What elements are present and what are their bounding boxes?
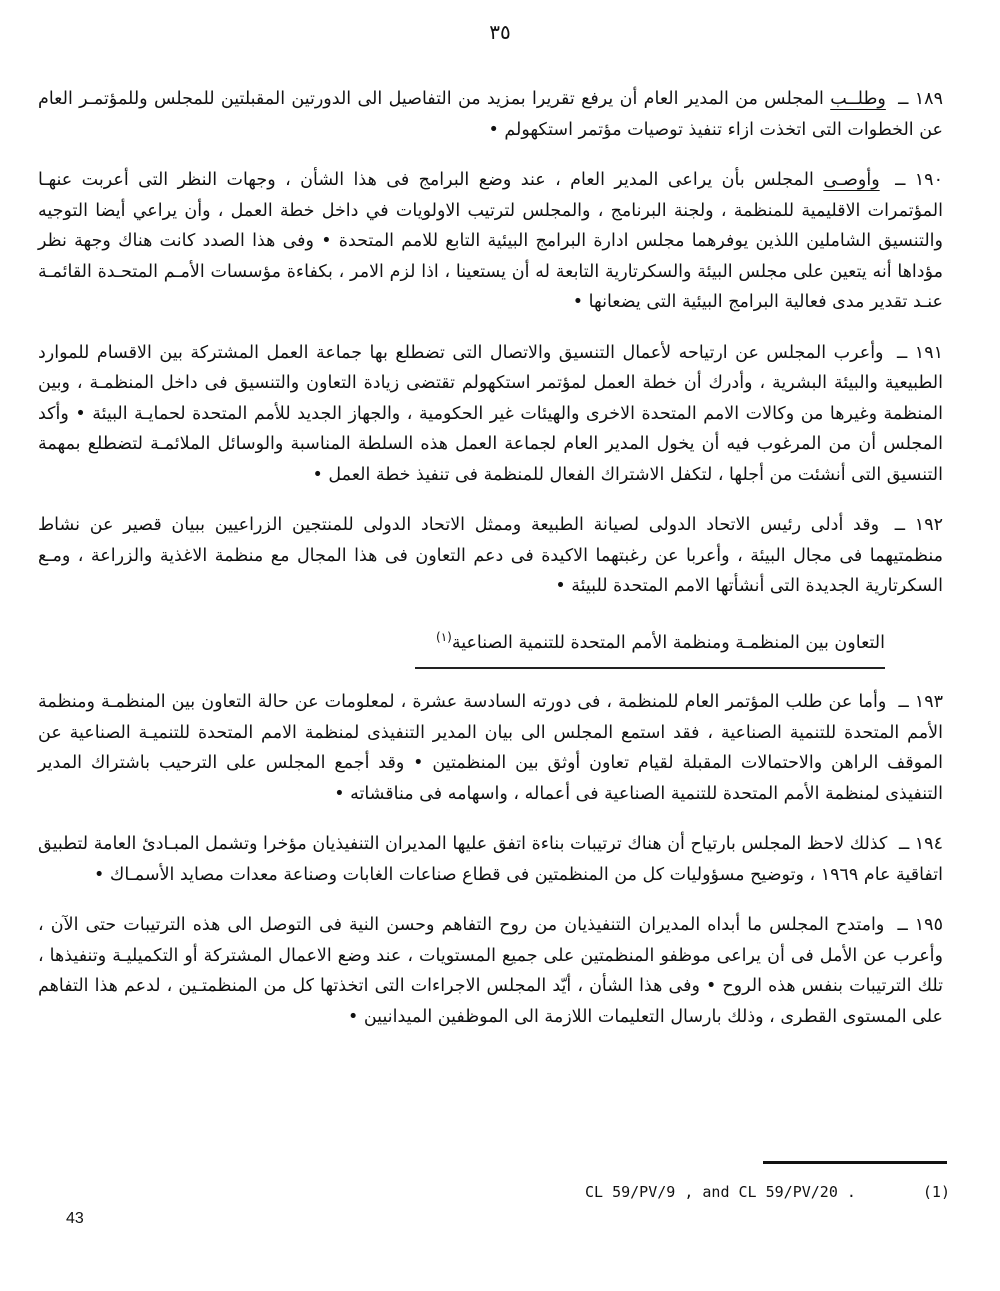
paragraph-text: وأما عن طلب المؤتمر العام للمنظمة ، فى دورته السادسة عشرة ، لمعلومات عن حالة التعاون بين المنظمـة ومنظمة الأمم المتحدة للتنمية الصناعية ، فقد استمع المجلس الى بيان المدير التنفيذى لمنظمة الامم المتحدة للتنميـة الصناعية عن الموقف الراهن والاحتمالات المقبلة لقيام تعاون أوثق بين المنظمتين • وقد أجمع المجلس على الترحيب باشتراك المدير التنفيذى لمنظمة الأمم المتحدة للتنمية الصناعية فى أعماله ، واسهامه فى مناقشاته • [38,692,943,804]
paragraph-189 [38,84,943,145]
paragraph-number: ١٩٤ ــ [898,834,943,855]
paragraph-193 [38,687,943,809]
paragraph-190 [38,165,943,318]
paragraph-text: كذلك لاحظ المجلس بارتياح أن هناك ترتيبات بناءة اتفق عليها المديران التنفيذيان مؤخرا وتشمل المبـادئ العامة لتطبيق اتفاقية عام ١٩٦٩ ، وتوضيح مسؤوليات كل من المنظمتين فى قطاع صناعات الغابات وصناعة معدات مصايد الأسمـاك • [38,834,943,885]
paragraph-text: المجلس بأن يراعى المدير العام ، عند وضع البرامج فى هذا الشأن ، وجهات النظر التى أعربت عنهـا المؤتمرات الاقليمية للمنظمة ، ولجنة البرنامج ، والمجلس لترتيب الاولويات في داخل خطة العمل ، وأن يراعي أيضا التوجيه والتنسيق الشاملين اللذين يوفرهما مجلس ادارة البرامج البيئية التابع للامم المتحدة • وفى هذا الصدد كانت هناك وجهة نظر مؤداها أنه يتعين على مجلس البيئة والسكرتارية التابعة له أن يستعينا ، اذا لزم الامر ، بكفاءة مؤسسات الأمـم المتحـدة القائمـة عنـد تقدير مدى فعالية البرامج البيئية التى يضعانها • [38,170,943,312]
paragraph-number: ١٩١ ــ [897,342,943,363]
footnote-text: CL 59/PV/9 , and CL 59/PV/20 . [585,1183,856,1201]
footnote-divider [763,1161,947,1164]
footnote [585,1183,950,1201]
section-heading-text: التعاون بين المنظمـة ومنظمة الأمم المتحدة للتنمية الصناعية [451,632,885,653]
footnote-reference: (١) [436,629,452,644]
paragraph-number: ١٩٥ ــ [897,915,943,936]
paragraph-text: المجلس من المدير العام أن يرفع تقريرا بمزيد من التفاصيل الى الدورتين المقبلتين للمجلس وللمؤتمـر العام عن الخطوات التى اتخذت ازاء تنفيذ توصيات مؤتمر استكهولم • [38,89,943,140]
paragraph-number: ١٩٢ ــ [894,515,943,535]
paragraph-text: وامتدح المجلس ما أبداه المديران التنفيذيان من روح التفاهم وحسن النية فى التوصل الى هذه الترتيبات حتى الآن ، وأعرب عن الأمل فى أن يراعى موظفو المنظمتين على جميع المستويات ، عند وضع الاعمال المشتركة أو التكميليـة وتنفيذها ، تلك الترتيبات بنفس هذه الروح • وفى هذا الشأن ، أيّد المجلس الاجراءات التى اتخذتها كل من المنظمتـين ، لدعم هذا التفاهم على المستوى القطرى ، وذلك بارسال التعليمات اللازمة الى الموظفين الميدانيين • [38,915,943,1027]
document-body [38,84,943,1052]
folio-number: 43 [66,1210,84,1227]
footnote-marker: (1) [922,1183,950,1201]
paragraph-194 [38,829,943,890]
paragraph-lead: وأوصـى [823,170,880,190]
paragraph-number: ١٩٠ ــ [895,170,943,190]
paragraph-192 [38,510,943,602]
paragraph-text: وأعرب المجلس عن ارتياحه لأعمال التنسيق والاتصال التى تضطلع بها جماعة العمل المشتركة بين الاقسام للموارد الطبيعية والبيئة البشرية ، وأدرك أن خطة العمل لمؤتمر استكهولم تقتضى زيادة التعاون والتنسيق فى داخل المنظمـة ، وبين المنظمة وغيرها من وكالات الامم المتحدة الاخرى والهيئات غير الحكومية ، والجهاز الجديد للأمم المتحدة لحمايـة البيئة • وأكد المجلس أن من المرغوب فيه أن يخول المدير العام لجماعة العمل هذه السلطة المناسبة والوسائل الملائمـة لتضطلع بمهمة التنسيق التى أنشئت من أجلها ، لتكفل الاشتراك الفعال للمنظمة فى تنفيذ خطة العمل • [38,342,943,485]
section-heading [415,622,885,670]
paragraph-191 [38,338,943,491]
page-number: ٣٥ [489,20,511,44]
paragraph-number: ١٨٩ ــ [898,89,943,109]
paragraph-number: ١٩٣ ــ [898,692,943,713]
paragraph-text: وقد أدلى رئيس الاتحاد الدولى لصيانة الطبيعة وممثل الاتحاد الدولى للمنتجين الزراعيين ببيان قصير عن نشاط منظمتيهما فى مجال البيئة ، وأعربا عن رغبتهما الاكيدة فى دعم التعاون فى هذا المجال مع منظمة الاغذية والزراعة ، ومـع السكرتارية الجديدة التى أنشأتها الامم المتحدة للبيئة • [38,515,943,596]
paragraph-195 [38,910,943,1032]
paragraph-lead: وطلــب [830,89,886,109]
